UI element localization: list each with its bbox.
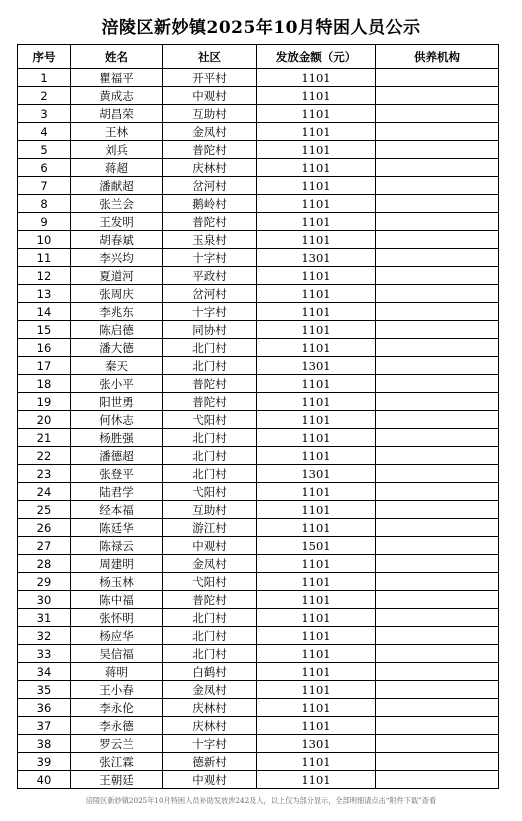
cell-no: 16 (18, 339, 71, 357)
table-row (18, 375, 499, 393)
cell-institution (376, 627, 499, 645)
cell-no: 3 (18, 105, 71, 123)
cell-institution (376, 357, 499, 375)
cell-amount: 1101 (257, 447, 376, 465)
footnote: 涪陵区新妙镇2025年10月特困人员补助发放涉242及人，以上仅为部分显示，全部明细请点击“附件下载”查看 (85, 796, 437, 805)
cell-no: 29 (18, 573, 71, 591)
cell-community: 庆林村 (163, 717, 257, 735)
table-row (18, 465, 499, 483)
cell-amount: 1101 (257, 609, 376, 627)
cell-institution (376, 483, 499, 501)
page-title: 涪陵区新妙镇2025年10月特困人员公示 (101, 18, 421, 38)
cell-community: 北门村 (163, 429, 257, 447)
cell-community: 北门村 (163, 447, 257, 465)
cell-institution (376, 591, 499, 609)
cell-community: 中观村 (163, 87, 257, 105)
cell-name: 张怀明 (71, 609, 163, 627)
cell-no: 26 (18, 519, 71, 537)
cell-community: 北门村 (163, 627, 257, 645)
cell-community: 平政村 (163, 267, 257, 285)
cell-name: 胡昌荣 (71, 105, 163, 123)
table-row (18, 591, 499, 609)
cell-name: 潘德超 (71, 447, 163, 465)
cell-name: 张周庆 (71, 285, 163, 303)
cell-community: 十字村 (163, 735, 257, 753)
cell-amount: 1101 (257, 411, 376, 429)
header-institution: 供养机构 (376, 45, 499, 69)
cell-no: 36 (18, 699, 71, 717)
cell-institution (376, 699, 499, 717)
table-row (18, 447, 499, 465)
table-row (18, 321, 499, 339)
cell-community: 弋阳村 (163, 573, 257, 591)
cell-community: 岔河村 (163, 285, 257, 303)
cell-no: 20 (18, 411, 71, 429)
cell-community: 普陀村 (163, 375, 257, 393)
cell-no: 23 (18, 465, 71, 483)
cell-community: 互助村 (163, 501, 257, 519)
cell-no: 35 (18, 681, 71, 699)
cell-institution (376, 105, 499, 123)
table-row (18, 357, 499, 375)
cell-no: 38 (18, 735, 71, 753)
cell-no: 39 (18, 753, 71, 771)
cell-no: 7 (18, 177, 71, 195)
table-row (18, 123, 499, 141)
cell-no: 8 (18, 195, 71, 213)
cell-amount: 1101 (257, 645, 376, 663)
cell-institution (376, 375, 499, 393)
table-row (18, 609, 499, 627)
cell-amount: 1101 (257, 267, 376, 285)
table-row (18, 555, 499, 573)
cell-name: 陈启德 (71, 321, 163, 339)
cell-institution (376, 645, 499, 663)
cell-institution (376, 429, 499, 447)
cell-name: 王朝廷 (71, 771, 163, 789)
cell-no: 15 (18, 321, 71, 339)
cell-name: 李兴均 (71, 249, 163, 267)
cell-name: 阳世勇 (71, 393, 163, 411)
cell-amount: 1101 (257, 555, 376, 573)
cell-institution (376, 717, 499, 735)
cell-community: 游江村 (163, 519, 257, 537)
cell-amount: 1101 (257, 195, 376, 213)
cell-community: 中观村 (163, 771, 257, 789)
cell-no: 12 (18, 267, 71, 285)
cell-name: 瞿福平 (71, 69, 163, 87)
cell-amount: 1501 (257, 537, 376, 555)
table-row (18, 69, 499, 87)
cell-name: 陆君学 (71, 483, 163, 501)
cell-name: 陈中福 (71, 591, 163, 609)
cell-no: 28 (18, 555, 71, 573)
cell-amount: 1101 (257, 753, 376, 771)
table-row (18, 303, 499, 321)
cell-institution (376, 141, 499, 159)
cell-amount: 1101 (257, 591, 376, 609)
cell-institution (376, 663, 499, 681)
cell-institution (376, 249, 499, 267)
cell-amount: 1101 (257, 123, 376, 141)
cell-name: 张登平 (71, 465, 163, 483)
cell-no: 33 (18, 645, 71, 663)
table-row (18, 105, 499, 123)
cell-amount: 1101 (257, 285, 376, 303)
cell-no: 32 (18, 627, 71, 645)
cell-name: 王小春 (71, 681, 163, 699)
cell-community: 弋阳村 (163, 411, 257, 429)
cell-name: 黄成志 (71, 87, 163, 105)
table-row (18, 645, 499, 663)
cell-amount: 1101 (257, 717, 376, 735)
cell-community: 十字村 (163, 303, 257, 321)
cell-amount: 1101 (257, 87, 376, 105)
table-row (18, 537, 499, 555)
cell-community: 北门村 (163, 609, 257, 627)
cell-name: 李永德 (71, 717, 163, 735)
cell-institution (376, 753, 499, 771)
cell-community: 普陀村 (163, 591, 257, 609)
cell-name: 吴信福 (71, 645, 163, 663)
cell-community: 互助村 (163, 105, 257, 123)
cell-name: 陈禄云 (71, 537, 163, 555)
table-row (18, 195, 499, 213)
cell-amount: 1301 (257, 735, 376, 753)
cell-amount: 1301 (257, 249, 376, 267)
cell-institution (376, 735, 499, 753)
cell-name: 蒋明 (71, 663, 163, 681)
cell-community: 开平村 (163, 69, 257, 87)
table-row (18, 681, 499, 699)
cell-name: 张江霖 (71, 753, 163, 771)
cell-no: 27 (18, 537, 71, 555)
cell-name: 王林 (71, 123, 163, 141)
cell-community: 岔河村 (163, 177, 257, 195)
cell-name: 周建明 (71, 555, 163, 573)
table-row (18, 141, 499, 159)
cell-community: 德新村 (163, 753, 257, 771)
cell-institution (376, 609, 499, 627)
table-header-row (18, 45, 499, 69)
cell-amount: 1101 (257, 483, 376, 501)
cell-amount: 1101 (257, 573, 376, 591)
cell-name: 何休志 (71, 411, 163, 429)
cell-name: 经本福 (71, 501, 163, 519)
cell-no: 40 (18, 771, 71, 789)
cell-no: 37 (18, 717, 71, 735)
cell-no: 6 (18, 159, 71, 177)
cell-name: 张兰会 (71, 195, 163, 213)
cell-amount: 1101 (257, 321, 376, 339)
table-row (18, 519, 499, 537)
cell-name: 杨玉林 (71, 573, 163, 591)
cell-amount: 1101 (257, 69, 376, 87)
cell-name: 陈廷华 (71, 519, 163, 537)
cell-no: 18 (18, 375, 71, 393)
cell-amount: 1101 (257, 393, 376, 411)
cell-institution (376, 285, 499, 303)
cell-name: 罗云兰 (71, 735, 163, 753)
cell-community: 十字村 (163, 249, 257, 267)
cell-amount: 1101 (257, 429, 376, 447)
cell-name: 刘兵 (71, 141, 163, 159)
cell-no: 25 (18, 501, 71, 519)
table-row (18, 753, 499, 771)
cell-no: 13 (18, 285, 71, 303)
cell-name: 王发明 (71, 213, 163, 231)
header-no: 序号 (18, 45, 71, 69)
cell-name: 夏道河 (71, 267, 163, 285)
table-row (18, 393, 499, 411)
cell-institution (376, 87, 499, 105)
header-community: 社区 (163, 45, 257, 69)
cell-community: 同协村 (163, 321, 257, 339)
table-row (18, 699, 499, 717)
cell-community: 弋阳村 (163, 483, 257, 501)
cell-institution (376, 339, 499, 357)
cell-amount: 1101 (257, 213, 376, 231)
cell-name: 李永伦 (71, 699, 163, 717)
cell-community: 北门村 (163, 465, 257, 483)
cell-name: 杨应华 (71, 627, 163, 645)
cell-community: 金凤村 (163, 555, 257, 573)
cell-amount: 1301 (257, 357, 376, 375)
cell-institution (376, 411, 499, 429)
table-row (18, 213, 499, 231)
table-row (18, 735, 499, 753)
cell-no: 5 (18, 141, 71, 159)
cell-community: 普陀村 (163, 141, 257, 159)
cell-amount: 1101 (257, 303, 376, 321)
cell-amount: 1101 (257, 159, 376, 177)
cell-no: 24 (18, 483, 71, 501)
table-row (18, 411, 499, 429)
cell-no: 11 (18, 249, 71, 267)
cell-institution (376, 519, 499, 537)
cell-amount: 1101 (257, 339, 376, 357)
cell-amount: 1301 (257, 465, 376, 483)
table-row (18, 501, 499, 519)
table-row (18, 483, 499, 501)
cell-institution (376, 231, 499, 249)
cell-institution (376, 447, 499, 465)
cell-name: 蒋超 (71, 159, 163, 177)
cell-institution (376, 159, 499, 177)
cell-institution (376, 501, 499, 519)
table-body (18, 69, 499, 789)
cell-institution (376, 177, 499, 195)
cell-amount: 1101 (257, 501, 376, 519)
cell-name: 潘大德 (71, 339, 163, 357)
cell-no: 4 (18, 123, 71, 141)
cell-institution (376, 537, 499, 555)
table-row (18, 771, 499, 789)
cell-no: 31 (18, 609, 71, 627)
cell-community: 北门村 (163, 339, 257, 357)
cell-no: 9 (18, 213, 71, 231)
cell-name: 杨胜强 (71, 429, 163, 447)
cell-community: 鹅岭村 (163, 195, 257, 213)
cell-institution (376, 321, 499, 339)
cell-community: 北门村 (163, 357, 257, 375)
cell-no: 2 (18, 87, 71, 105)
table-row (18, 339, 499, 357)
cell-institution (376, 771, 499, 789)
cell-amount: 1101 (257, 699, 376, 717)
cell-no: 22 (18, 447, 71, 465)
cell-no: 34 (18, 663, 71, 681)
table-row (18, 285, 499, 303)
table-row (18, 177, 499, 195)
cell-amount: 1101 (257, 771, 376, 789)
cell-community: 玉泉村 (163, 231, 257, 249)
cell-community: 北门村 (163, 645, 257, 663)
cell-name: 秦天 (71, 357, 163, 375)
roster-table (17, 44, 499, 789)
cell-amount: 1101 (257, 141, 376, 159)
cell-institution (376, 555, 499, 573)
cell-community: 金凤村 (163, 123, 257, 141)
cell-amount: 1101 (257, 231, 376, 249)
cell-institution (376, 69, 499, 87)
cell-institution (376, 393, 499, 411)
cell-institution (376, 465, 499, 483)
cell-institution (376, 573, 499, 591)
cell-institution (376, 123, 499, 141)
cell-institution (376, 195, 499, 213)
cell-community: 庆林村 (163, 159, 257, 177)
table-row (18, 231, 499, 249)
cell-amount: 1101 (257, 681, 376, 699)
table-row (18, 717, 499, 735)
header-amount: 发放金额（元） (257, 45, 376, 69)
table-row (18, 249, 499, 267)
cell-institution (376, 213, 499, 231)
table-row (18, 159, 499, 177)
cell-community: 普陀村 (163, 393, 257, 411)
cell-no: 14 (18, 303, 71, 321)
cell-institution (376, 681, 499, 699)
cell-name: 李兆东 (71, 303, 163, 321)
cell-no: 19 (18, 393, 71, 411)
cell-no: 21 (18, 429, 71, 447)
cell-amount: 1101 (257, 627, 376, 645)
cell-name: 胡春斌 (71, 231, 163, 249)
cell-amount: 1101 (257, 519, 376, 537)
cell-institution (376, 267, 499, 285)
table-row (18, 429, 499, 447)
cell-no: 17 (18, 357, 71, 375)
cell-no: 30 (18, 591, 71, 609)
table-row (18, 87, 499, 105)
cell-no: 10 (18, 231, 71, 249)
header-name: 姓名 (71, 45, 163, 69)
cell-community: 中观村 (163, 537, 257, 555)
cell-no: 1 (18, 69, 71, 87)
cell-amount: 1101 (257, 375, 376, 393)
cell-community: 普陀村 (163, 213, 257, 231)
table-row (18, 627, 499, 645)
cell-amount: 1101 (257, 105, 376, 123)
cell-amount: 1101 (257, 663, 376, 681)
table-row (18, 663, 499, 681)
table-row (18, 267, 499, 285)
cell-community: 白鹤村 (163, 663, 257, 681)
cell-community: 庆林村 (163, 699, 257, 717)
cell-community: 金凤村 (163, 681, 257, 699)
cell-name: 潘献超 (71, 177, 163, 195)
cell-institution (376, 303, 499, 321)
table-row (18, 573, 499, 591)
cell-amount: 1101 (257, 177, 376, 195)
cell-name: 张小平 (71, 375, 163, 393)
